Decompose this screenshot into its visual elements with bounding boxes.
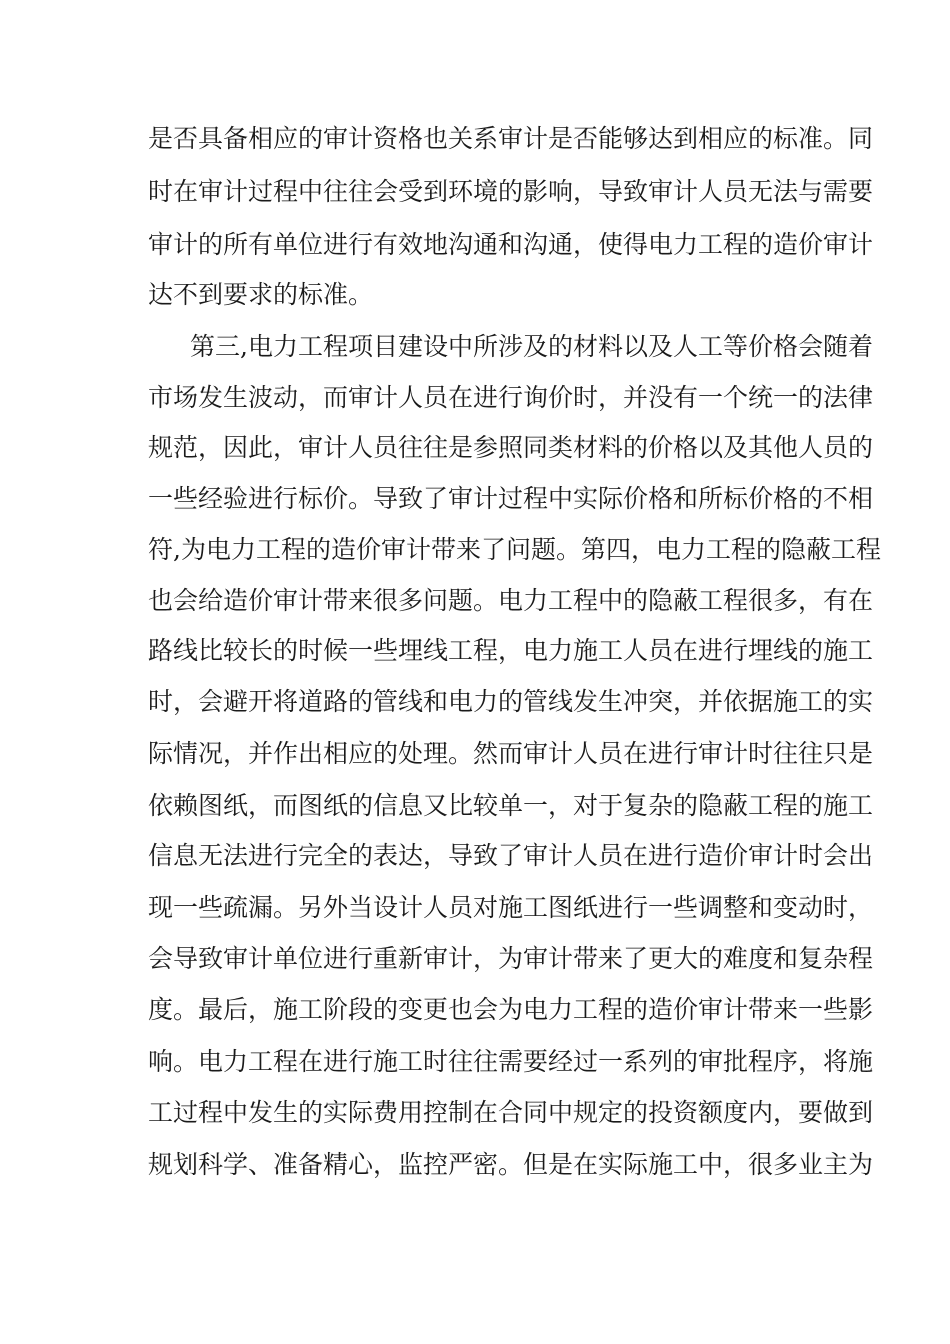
text-line: 响。电力工程在进行施工时往往需要经过一系列的审批程序，将施 [148,1047,874,1076]
text-line: 是否具备相应的审计资格也关系审计是否能够达到相应的标准。同 [148,124,874,153]
text-line: 时，会避开将道路的管线和电力的管线发生冲突，并依据施工的实 [148,687,874,716]
text-line: 也会给造价审计带来很多问题。电力工程中的隐蔽工程很多，有在 [148,586,874,615]
text-line: 际情况，并作出相应的处理。然而审计人员在进行审计时往往只是 [148,739,874,768]
text-line: 工过程中发生的实际费用控制在合同中规定的投资额度内，要做到 [148,1098,874,1127]
text-line: 信息无法进行完全的表达，导致了审计人员在进行造价审计时会出 [148,841,874,870]
text-line: 规划科学、准备精心，监控严密。但是在实际施工中，很多业主为 [148,1150,874,1179]
text-line: 路线比较长的时候一些埋线工程，电力施工人员在进行埋线的施工 [148,636,874,665]
text-line: 一些经验进行标价。导致了审计过程中实际价格和所标价格的不相 [148,484,874,513]
text-line: 符,为电力工程的造价审计带来了问题。第四，电力工程的隐蔽工程 [148,535,881,564]
text-line: 依赖图纸，而图纸的信息又比较单一，对于复杂的隐蔽工程的施工 [148,791,874,820]
text-line: 审计的所有单位进行有效地沟通和沟通，使得电力工程的造价审计 [148,230,874,259]
text-line: 时在审计过程中往往会受到环境的影响，导致审计人员无法与需要 [148,177,874,206]
text-line: 达不到要求的标准。 [148,280,374,309]
text-line: 现一些疏漏。另外当设计人员对施工图纸进行一些调整和变动时， [148,893,874,922]
text-line: 度。最后，施工阶段的变更也会为电力工程的造价审计带来一些影 [148,995,874,1024]
text-line: 规范，因此，审计人员往往是参照同类材料的价格以及其他人员的 [148,433,874,462]
text-line: 会导致审计单位进行重新审计，为审计带来了更大的难度和复杂程 [148,944,874,973]
text-line: 第三,电力工程项目建设中所涉及的材料以及人工等价格会随着 [190,332,873,361]
text-line: 市场发生波动，而审计人员在进行询价时，并没有一个统一的法律 [148,383,874,412]
